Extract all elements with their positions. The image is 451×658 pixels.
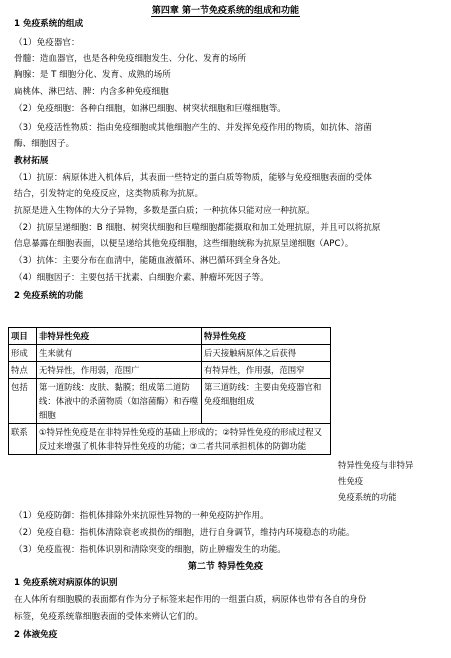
row-label: 联系 xyxy=(9,424,37,455)
textbook-extension-heading: 教材拓展 xyxy=(14,156,49,166)
recognition-heading: 1 免疫系统对病原体的识别 xyxy=(14,578,118,588)
table-header-cell: 非特异性免疫 xyxy=(37,328,202,345)
cytokine-text: （4）细胞因子：主要包括干扰素、白细胞介素、肿瘤坏死因子等。 xyxy=(14,273,269,283)
page-title: 第四章 第一节免疫系统的组成和功能 xyxy=(151,6,300,16)
antibody-text: （3）抗体：主要分布在血清中，能随血液循环、淋巴循环到全身各处。 xyxy=(14,256,286,266)
table-cell: 第一道防线：皮肤、黏膜；组成第二道防线：体液中的杀菌物质（如溶菌酶）和吞噬细胞 xyxy=(37,379,202,424)
table-row xyxy=(9,345,331,362)
table-cell: 第三道防线：主要由免疫器官和免疫细胞组成 xyxy=(202,379,331,424)
table-header-row xyxy=(9,328,331,345)
bone-marrow-text: 骨髓：造血器官，也是各种免疫细胞发生、分化、发育的场所 xyxy=(14,54,247,64)
antigen-note: 抗原是进入生物体的大分子异物，多数是蛋白质；一种抗体只能对应一种抗原。 xyxy=(14,206,315,216)
recognition-text-cont: 标签，免疫系统靠细胞表面的受体来辨认它们的。 xyxy=(14,612,204,622)
recognition-text: 在人体所有细胞膜的表面都有作为分子标签来起作用的一组蛋白质，病原体也带有各自的身份 xyxy=(14,595,367,605)
immunity-comparison-table xyxy=(8,327,331,455)
function-defense-text: （1）免疫防御：指机体排除外来抗原性异物的一种免疫防护作用。 xyxy=(14,511,269,521)
side-note: 特异性免疫与非特异 xyxy=(338,460,414,470)
thymus-text: 胸腺：是 T 细胞分化、发育、成熟的场所 xyxy=(14,70,171,80)
section-heading-composition: 1 免疫系统的组成 xyxy=(14,19,84,29)
row-label: 形成 xyxy=(9,345,37,362)
table-header-cell: 特异性免疫 xyxy=(202,328,331,345)
side-note: 免疫系统的功能 xyxy=(338,492,397,502)
antigen-text: （1）抗原：病原体进入机体后，其表面一些特定的蛋白质等物质，能够与免疫细胞表面的受体 xyxy=(14,173,372,183)
table-row xyxy=(9,362,331,379)
immune-organs-label: （1）免疫器官： xyxy=(14,38,80,48)
table-row xyxy=(9,424,331,455)
row-label: 包括 xyxy=(9,379,37,424)
apc-text: （2）抗原呈递细胞：B 细胞、树突状细胞和巨噬细胞都能摄取和加工处理抗原，并且可以将抗原 xyxy=(14,223,381,233)
immune-cells-text: （2）免疫细胞：各种白细胞，如淋巴细胞、树突状细胞和巨噬细胞等。 xyxy=(14,104,286,114)
apc-text-cont: 信息暴露在细胞表面，以便呈递给其他免疫细胞，这些细胞统称为抗原呈递细胞（APC）。 xyxy=(14,239,354,249)
active-substances-text: （3）免疫活性物质：指由免疫细胞或其他细胞产生的、并发挥免疫作用的物质，如抗体、溶菌 xyxy=(14,123,372,133)
humoral-immunity-heading: 2 体液免疫 xyxy=(14,630,58,640)
section-title-specific-immunity: 第二节 特异性免疫 xyxy=(187,562,264,572)
function-homeostasis-text: （2）免疫自稳：指机体清除衰老或损伤的细胞，进行自身调节，维持内环境稳态的功能。 xyxy=(14,528,355,538)
lymph-organs-text: 扁桃体、淋巴结、脾：内含多种免疫细胞 xyxy=(14,87,169,97)
antigen-text-cont: 结合，引发特定的免疫反应，这类物质称为抗原。 xyxy=(14,189,204,199)
table-header-cell: 项目 xyxy=(9,328,37,345)
table-cell-merged: ①特异性免疫是在非特异性免疫的基础上形成的；②特异性免疫的形成过程又反过来增强了机体非特异性免疫的功能；③二者共同承担机体的防御功能 xyxy=(37,424,331,455)
section-heading-function: 2 免疫系统的功能 xyxy=(14,291,84,301)
active-substances-text-cont: 酶、细胞因子。 xyxy=(14,139,75,149)
table-cell: 后天接触病原体之后获得 xyxy=(202,345,331,362)
table-cell: 无特异性，作用弱，范围广 xyxy=(37,362,202,379)
side-note: 性免疫 xyxy=(338,476,364,486)
table-row xyxy=(9,379,331,424)
table-cell: 有特异性，作用强，范围窄 xyxy=(202,362,331,379)
row-label: 特点 xyxy=(9,362,37,379)
table-cell: 生来就有 xyxy=(37,345,202,362)
function-surveillance-text: （3）免疫监视：指机体识别和清除突变的细胞，防止肿瘤发生的功能。 xyxy=(14,545,286,555)
